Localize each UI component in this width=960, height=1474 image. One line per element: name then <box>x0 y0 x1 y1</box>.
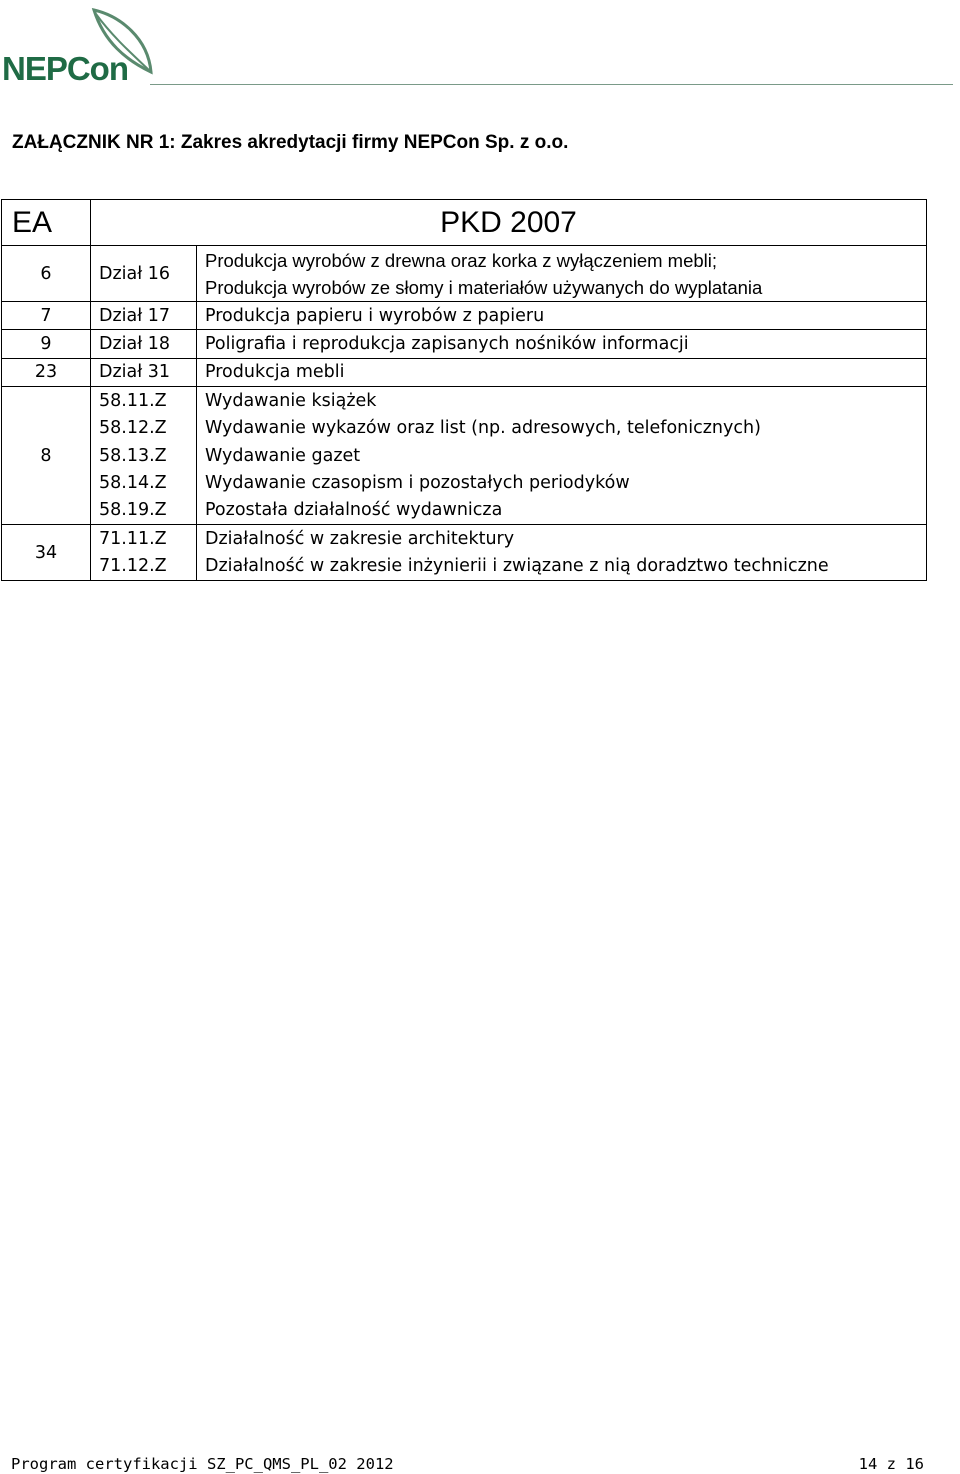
table-row <box>2 302 927 330</box>
desc-cell: Poligrafia i reprodukcja zapisanych nośników informacji <box>197 330 927 358</box>
ea-cell: 6 <box>2 246 91 302</box>
table-row <box>2 246 927 302</box>
ea-cell: 34 <box>2 525 91 581</box>
desc-cell: Działalność w zakresie inżynierii i związane z nią doradztwo techniczne <box>197 553 927 581</box>
ea-cell: 9 <box>2 330 91 358</box>
code-cell: Dział 18 <box>91 330 197 358</box>
desc-cell: Wydawanie czasopism i pozostałych periodyków <box>197 469 927 496</box>
desc-cell: Wydawanie gazet <box>197 442 927 469</box>
desc-cell: Pozostała działalność wydawnicza <box>197 497 927 525</box>
page-number: 14 z 16 <box>858 1455 924 1473</box>
table-row <box>2 358 927 386</box>
table-row <box>2 442 927 469</box>
code-cell: 58.19.Z <box>91 497 197 525</box>
code-cell: Dział 31 <box>91 358 197 386</box>
table-row <box>2 553 927 581</box>
ea-cell: 23 <box>2 358 91 386</box>
footer-program: Program certyfikacji SZ_PC_QMS_PL_02 2012 <box>11 1455 394 1473</box>
code-cell: 58.11.Z <box>91 387 197 415</box>
header-ea: EA <box>2 200 91 246</box>
table-row <box>2 469 927 496</box>
table-row <box>2 387 927 415</box>
code-cell: Dział 17 <box>91 302 197 330</box>
desc-cell: Działalność w zakresie architektury <box>197 525 927 553</box>
ea-cell: 7 <box>2 302 91 330</box>
table-row <box>2 525 927 553</box>
code-cell: 58.14.Z <box>91 469 197 496</box>
desc-cell: Produkcja mebli <box>197 358 927 386</box>
code-cell: Dział 16 <box>91 246 197 302</box>
desc-cell <box>197 246 927 302</box>
desc-line: Produkcja wyrobów z drewna oraz korka z wyłączeniem mebli; <box>205 249 718 271</box>
header-pkd: PKD 2007 <box>91 200 927 246</box>
page-footer <box>11 1455 924 1473</box>
table-header-row <box>2 200 927 246</box>
logo-text: NEPCon <box>2 50 128 87</box>
header-divider <box>150 84 953 85</box>
code-cell: 71.11.Z <box>91 525 197 553</box>
accreditation-table <box>1 199 927 581</box>
desc-cell: Produkcja papieru i wyrobów z papieru <box>197 302 927 330</box>
desc-line: Produkcja wyrobów ze słomy i materiałów używanych do wyplatania <box>205 276 763 298</box>
desc-cell: Wydawanie wykazów oraz list (np. adresowych, telefonicznych) <box>197 415 927 442</box>
table-row <box>2 497 927 525</box>
table-row <box>2 330 927 358</box>
code-cell: 58.13.Z <box>91 442 197 469</box>
table-row <box>2 415 927 442</box>
code-cell: 58.12.Z <box>91 415 197 442</box>
page-title: ZAŁĄCZNIK NR 1: Zakres akredytacji firmy NEPCon Sp. z o.o. <box>12 132 569 153</box>
desc-cell: Wydawanie książek <box>197 387 927 415</box>
code-cell: 71.12.Z <box>91 553 197 581</box>
ea-cell: 8 <box>2 387 91 525</box>
